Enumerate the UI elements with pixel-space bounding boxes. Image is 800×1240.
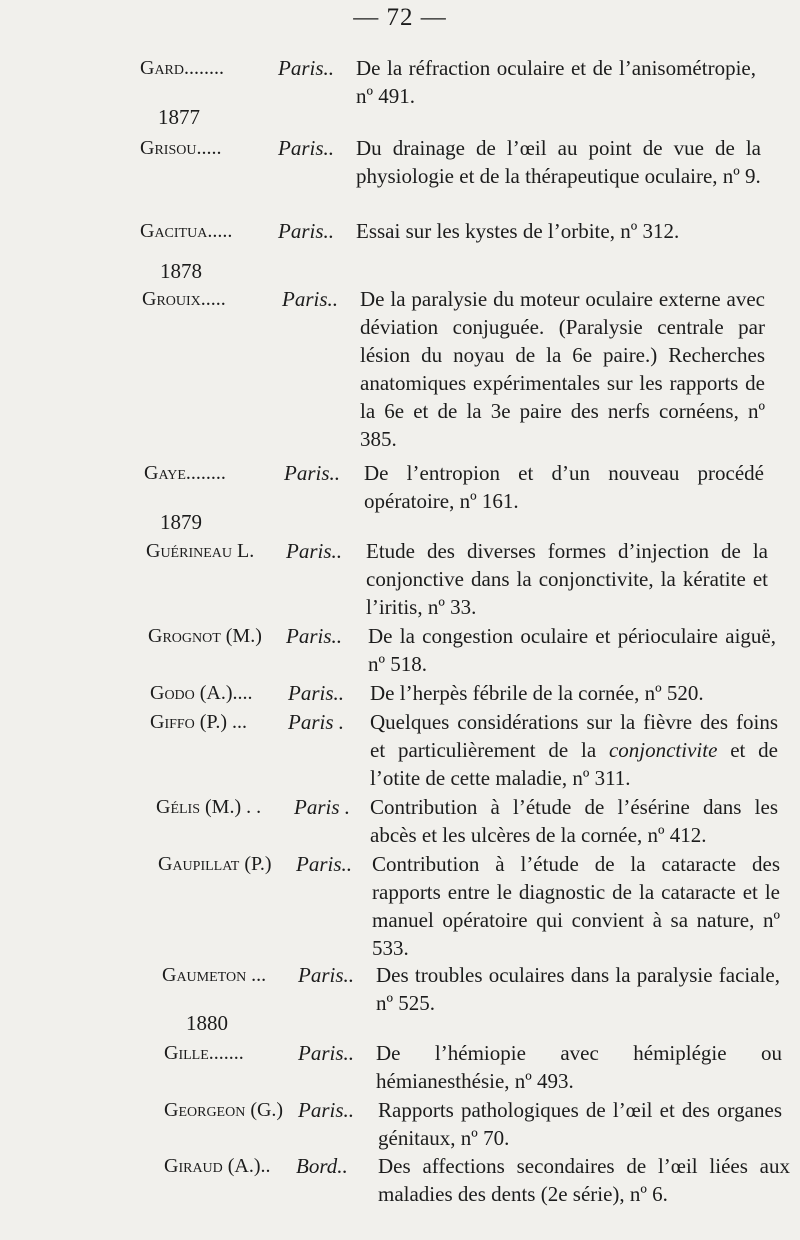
entry-author: Grognot (M.) — [148, 625, 262, 647]
entry-title: De la congestion oculaire et périoculaire aiguë, nº 518. — [368, 624, 776, 676]
entry-place: Paris.. — [286, 624, 343, 648]
entry-title: Contribution à l’étude de la cataracte des rapports entre le diagnostic de la cataracte et le manuel opératoire qui convient à sa nature, nº 533. — [372, 852, 780, 960]
entry-author: Gaupillat (P.) — [158, 853, 272, 875]
entry-author: Gélis (M.) . . — [156, 796, 262, 818]
entry-title: De la réfraction oculaire et de l’anisométropie, nº 491. — [356, 56, 756, 108]
entry-place: Paris.. — [278, 56, 335, 80]
entry-place: Paris.. — [298, 1041, 355, 1065]
entry-author: Georgeon (G.) — [164, 1099, 284, 1121]
entry-author: Gille....... — [164, 1042, 244, 1064]
entry-place: Paris.. — [282, 287, 339, 311]
entry-place: Paris.. — [296, 852, 353, 876]
entry-author: Giraud (A.).. — [164, 1155, 271, 1177]
entry-title: De l’entropion et d’un nouveau procédé opératoire, nº 161. — [364, 461, 764, 513]
entry-title: Etude des diverses formes d’injection de la conjonctive dans la conjonctivite, la kératite et l’iritis, nº 33. — [366, 539, 768, 619]
entry-place: Paris.. — [286, 539, 343, 563]
entry-title: Des affections secondaires de l’œil liées aux maladies des dents (2e série), nº 6. — [378, 1154, 790, 1206]
entry-author: Gaye........ — [144, 462, 226, 484]
entry-place: Paris . — [288, 710, 345, 734]
entry-author: Gacitua..... — [140, 220, 233, 242]
entry-title-text: Quelques considérations sur la fièvre des foins et particulièrement de la — [370, 710, 778, 762]
entry-author: Gaumeton ... — [162, 964, 267, 986]
entry-title: De l’herpès fébrile de la cornée, nº 520. — [370, 681, 704, 705]
entry-place: Paris.. — [288, 681, 345, 705]
entry-title-text: et de l’otite de cette maladie, nº 311. — [370, 738, 778, 790]
entry-place: Paris.. — [298, 1098, 355, 1122]
year-heading: 1877 — [158, 105, 200, 129]
year-heading: 1878 — [160, 259, 202, 283]
entry-title: De l’hémiopie avec hémiplégie ou hémianesthésie, nº 493. — [376, 1041, 782, 1093]
entry-title: Des troubles oculaires dans la paralysie faciale, nº 525. — [376, 963, 780, 1015]
entry-place: Paris.. — [278, 136, 335, 160]
entry-place: Paris.. — [278, 219, 335, 243]
entry-place: Paris.. — [298, 963, 355, 987]
entry-title: De la paralysie du moteur oculaire externe avec déviation conjuguée. (Paralysie centrale par lésion du noyau de la 6e paire.) Recherches anatomiques expérimentales sur les rapports de la 6e et de la 3e paire des nerfs cornéens, nº 385. — [360, 287, 765, 451]
entry-title-italic: conjonctivite — [608, 738, 718, 762]
entry-author: Giffo (P.) ... — [150, 711, 248, 733]
entry-author: Guérineau L. — [146, 540, 255, 562]
entry-place: Paris . — [294, 795, 351, 819]
entry-author: Godo (A.).... — [150, 682, 253, 704]
entry-author: Gard........ — [140, 57, 225, 79]
year-heading: 1880 — [186, 1011, 228, 1035]
entry-place: Bord.. — [296, 1154, 348, 1178]
entry-title — [370, 708, 778, 792]
year-heading: 1879 — [160, 510, 202, 534]
page-number: — 72 — — [353, 4, 447, 31]
entry-title: Contribution à l’étude de l’ésérine dans les abcès et les ulcères de la cornée, nº 412. — [370, 795, 778, 847]
entry-title: Essai sur les kystes de l’orbite, nº 312. — [356, 219, 680, 243]
entry-title: Rapports pathologiques de l’œil et des organes génitaux, nº 70. — [378, 1098, 782, 1150]
entry-author: Grisou..... — [140, 137, 222, 159]
entry-author: Grouix..... — [142, 288, 226, 310]
entry-title: Du drainage de l’œil au point de vue de la physiologie et de la thérapeutique oculaire, nº 9. — [356, 136, 761, 188]
entry-place: Paris.. — [284, 461, 341, 485]
